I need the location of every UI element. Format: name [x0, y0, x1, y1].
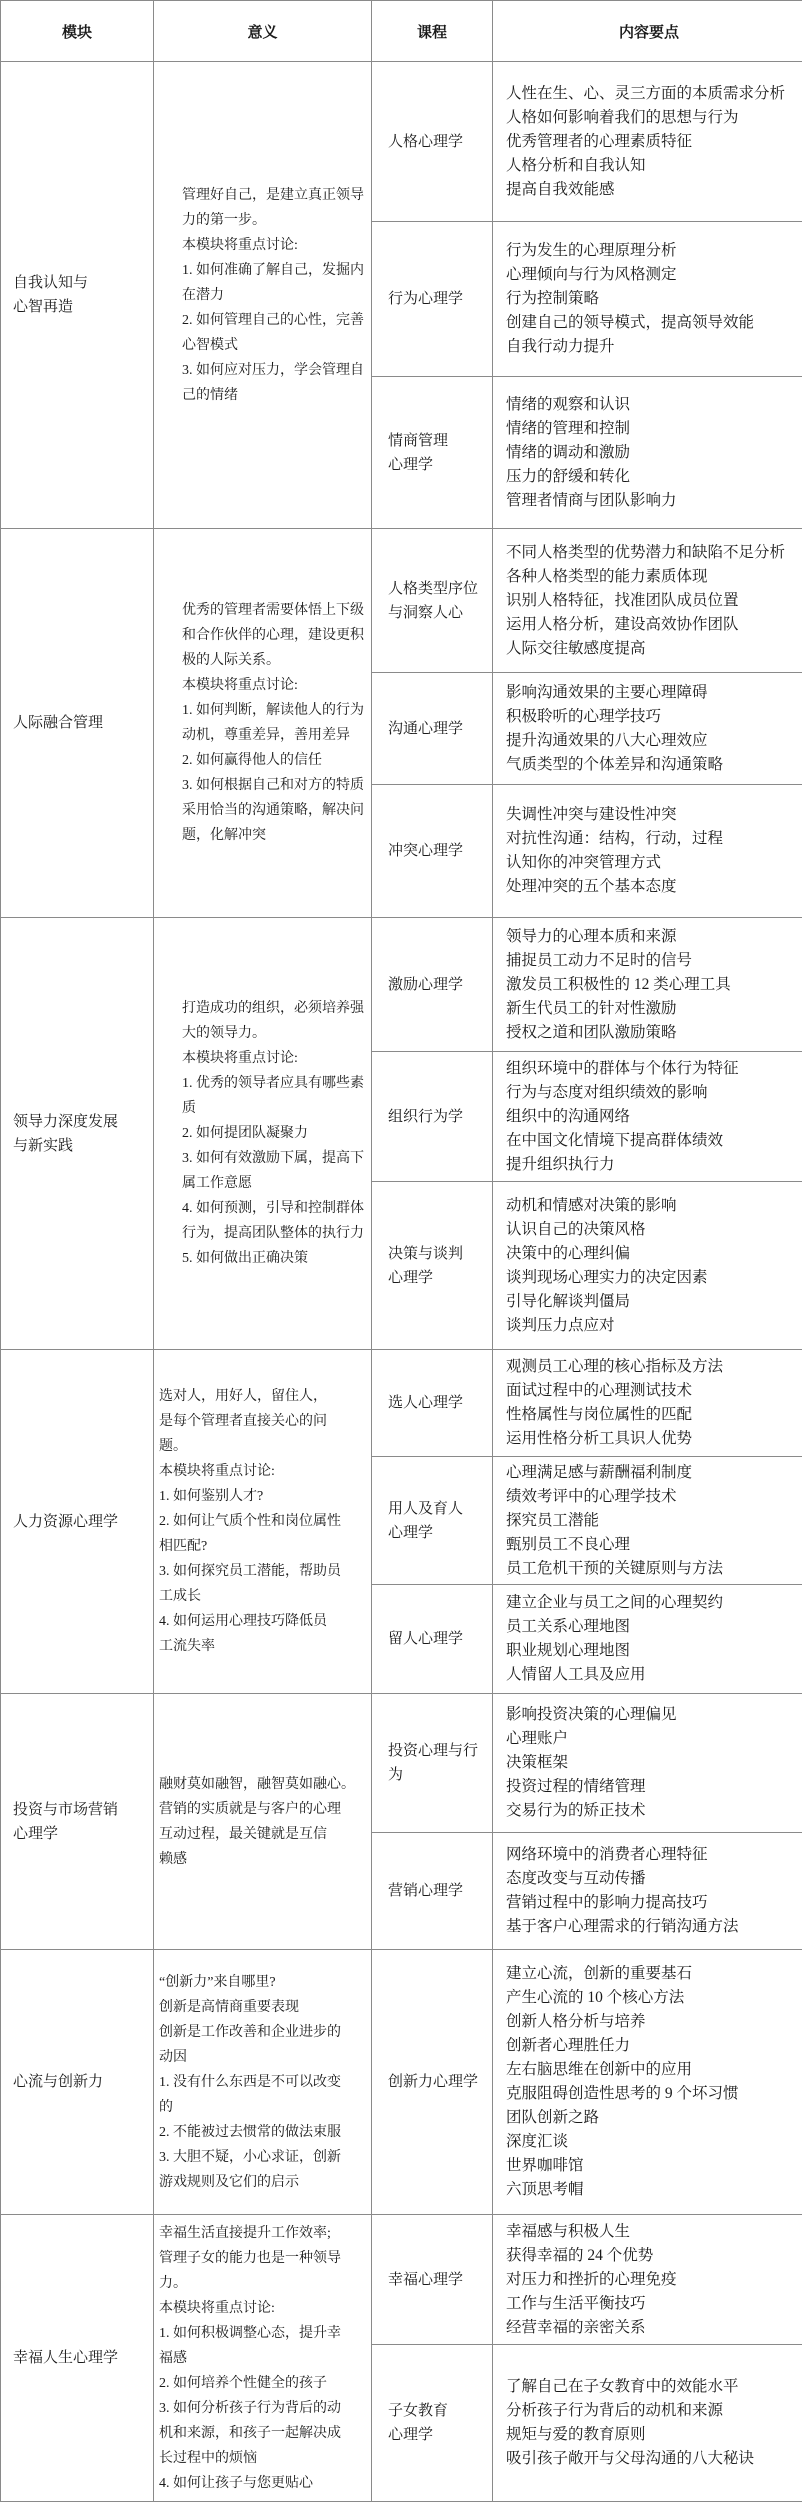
course-1-points	[493, 62, 802, 222]
list-item: 压力的舒缓和转化	[506, 467, 631, 485]
list-item: 决策中的心理纠偏	[506, 1244, 631, 1262]
list-item: 运用性格分析工具识人优势	[506, 1430, 693, 1447]
course-2-points	[493, 222, 802, 377]
module-1-name: 自我认知与 心智再造	[1, 62, 154, 529]
module-2-name: 人际融合管理	[1, 529, 154, 918]
list-item: 左右脑思维在创新中的应用	[506, 2061, 693, 2078]
list-item: 提升组织执行力	[506, 1155, 615, 1173]
header-meaning: 意义	[154, 1, 372, 62]
list-item: 自我行动力提升	[506, 338, 615, 355]
list-item: 人格分析和自我认知	[506, 156, 646, 174]
list-item: 行为发生的心理原理分析	[506, 242, 677, 259]
course-8-name: 组织行为学	[372, 1052, 493, 1182]
course-5-points	[493, 673, 802, 785]
list-item: 组织中的沟通网络	[506, 1107, 631, 1125]
list-item: 心理倾向与行为风格测定	[506, 266, 677, 283]
list-item: 投资过程的情绪管理	[506, 1778, 646, 1795]
list-item: 识别人格特征，找准团队成员位置	[506, 591, 739, 609]
list-item: 新生代员工的针对性激励	[506, 999, 677, 1017]
list-item: 获得幸福的 24 个优势	[506, 2246, 654, 2264]
module-2-meaning: 优秀的管理者需要体悟上下级 和合作伙伴的心理，建设更积 极的人际关系。 本模块将重点讨论: 1. 如何判断，解读他人的行为 动机，尊重差异，善用差异 2. 如何赢得他人的信任 3. 如何根据自己和对方的特质 采用恰当的沟通策略，解决问 题，化解冲突	[154, 529, 372, 918]
module-1-meaning: 管理好自己，是建立真正领导 力的第一步。 本模块将重点讨论: 1. 如何准确了解自己，发掘内 在潜力 2. 如何管理自己的心性，完善 心智模式 3. 如何应对压力，学会管理自 己的情绪	[154, 62, 372, 529]
list-item: 运用人格分析，建设高效协作团队	[506, 615, 739, 633]
header-course: 课程	[372, 1, 493, 62]
list-item: 影响投资决策的心理偏见	[506, 1706, 677, 1723]
list-item: 心理账户	[506, 1730, 569, 1747]
table-row	[1, 2215, 802, 2345]
course-10-points	[493, 1350, 802, 1457]
table-body	[1, 62, 802, 2502]
list-item: 提高自我效能感	[506, 180, 615, 198]
table-row	[1, 529, 802, 673]
list-item: 捕捉员工动力不足时的信号	[506, 951, 693, 969]
course-5-name: 沟通心理学	[372, 673, 493, 785]
list-item: 建立企业与员工之间的心理契约	[506, 1594, 724, 1611]
list-item: 引导化解谈判僵局	[506, 1292, 631, 1310]
course-16-points	[493, 2215, 802, 2345]
list-item: 克服阻碍创造性思考的 9 个坏习惯	[506, 2085, 739, 2102]
list-item: 世界咖啡馆	[506, 2157, 584, 2174]
list-item: 基于客户心理需求的行销沟通方法	[506, 1918, 739, 1935]
list-item: 创新人格分析与培养	[506, 2013, 646, 2030]
course-13-name: 投资心理与行 为	[372, 1694, 493, 1833]
list-item: 提升沟通效果的八大心理效应	[506, 731, 708, 749]
list-item: 创新者心理胜任力	[506, 2037, 631, 2054]
course-15-points	[493, 1950, 802, 2215]
module-3-name: 领导力深度发展 与新实践	[1, 918, 154, 1350]
list-item: 吸引孩子敞开与父母沟通的八大秘诀	[506, 2450, 755, 2467]
list-item: 甄别员工不良心理	[506, 1535, 631, 1553]
list-item: 影响沟通效果的主要心理障碍	[506, 683, 708, 701]
course-17-name: 子女教育 心理学	[372, 2345, 493, 2502]
module-4-meaning: 选对人，用好人，留住人， 是每个管理者直接关心的问 题。 本模块将重点讨论: 1. 如何鉴别人才? 2. 如何让气质个性和岗位属性 相匹配? 3. 如何探究员工潜能，帮助员 工成长 4. 如何运用心理技巧降低员 工流失率	[154, 1350, 372, 1694]
course-11-name: 用人及育人 心理学	[372, 1457, 493, 1585]
list-item: 行为控制策略	[506, 290, 600, 307]
course-15-name: 创新力心理学	[372, 1950, 493, 2215]
list-item: 了解自己在子女教育中的效能水平	[506, 2378, 739, 2395]
course-6-points	[493, 785, 802, 918]
list-item: 性格属性与岗位属性的匹配	[506, 1406, 693, 1423]
list-item: 面试过程中的心理测试技术	[506, 1382, 693, 1399]
table-row	[1, 1350, 802, 1457]
list-item: 管理者情商与团队影响力	[506, 491, 677, 509]
list-item: 幸福感与积极人生	[506, 2222, 631, 2240]
header-row	[1, 1, 802, 62]
course-17-points	[493, 2345, 802, 2502]
list-item: 员工关系心理地图	[506, 1618, 631, 1635]
course-10-name: 选人心理学	[372, 1350, 493, 1457]
list-item: 情绪的调动和激励	[506, 443, 631, 461]
list-item: 工作与生活平衡技巧	[506, 2294, 646, 2312]
list-item: 激发员工积极性的 12 类心理工具	[506, 975, 731, 993]
module-5-name: 投资与市场营销 心理学	[1, 1694, 154, 1950]
module-5-meaning: 融财莫如融智，融智莫如融心。 营销的实质就是与客户的心理 互动过程，最关键就是互信 赖感	[154, 1694, 372, 1950]
list-item: 处理冲突的五个基本态度	[506, 878, 677, 895]
list-item: 在中国文化情境下提高群体绩效	[506, 1131, 724, 1149]
list-item: 心理满足感与薪酬福利制度	[506, 1463, 693, 1481]
list-item: 谈判压力点应对	[506, 1316, 615, 1334]
module-3-meaning: 打造成功的组织，必须培养强 大的领导力。 本模块将重点讨论: 1. 优秀的领导者应具有哪些素 质 2. 如何提团队凝聚力 3. 如何有效激励下属，提高下 属工作意愿 4. 如何预测，引导和控制群体 行为，提高团队整体的执行力 5. 如何做出正确决策	[154, 918, 372, 1350]
list-item: 产生心流的 10 个核心方法	[506, 1989, 685, 2006]
list-item: 动机和情感对决策的影响	[506, 1196, 677, 1214]
module-6-meaning: “创新力”来自哪里? 创新是高情商重要表现 创新是工作改善和企业进步的 动因 1. 没有什么东西是不可以改变 的 2. 不能被过去惯常的做法束服 3. 大胆不疑，小心求证，创新 游戏规则及它们的启示	[154, 1950, 372, 2215]
list-item: 网络环境中的消费者心理特征	[506, 1846, 708, 1863]
list-item: 积极聆听的心理学技巧	[506, 707, 662, 725]
table-row	[1, 62, 802, 222]
list-item: 规矩与爱的教育原则	[506, 2426, 646, 2443]
list-item: 分析孩子行为背后的动机和来源	[506, 2402, 724, 2419]
list-item: 决策框架	[506, 1754, 569, 1771]
list-item: 行为与态度对组织绩效的影响	[506, 1083, 708, 1101]
course-1-name: 人格心理学	[372, 62, 493, 222]
table-row	[1, 918, 802, 1052]
list-item: 谈判现场心理实力的决定因素	[506, 1268, 708, 1286]
list-item: 经营幸福的亲密关系	[506, 2318, 646, 2336]
table-header	[1, 1, 802, 62]
course-12-points	[493, 1585, 802, 1694]
list-item: 创建自己的领导模式，提高领导效能	[506, 314, 755, 331]
list-item: 人性在生、心、灵三方面的本质需求分析	[506, 84, 786, 102]
list-item: 六顶思考帽	[506, 2181, 584, 2198]
module-6-name: 心流与创新力	[1, 1950, 154, 2215]
list-item: 各种人格类型的能力素质体现	[506, 567, 708, 585]
module-7-name: 幸福人生心理学	[1, 2215, 154, 2502]
module-7-meaning: 幸福生活直接提升工作效率; 管理子女的能力也是一种领导 力。 本模块将重点讨论: 1. 如何积极调整心态，提升幸 福感 2. 如何培养个性健全的孩子 3. 如何分析孩子行为背后的动 机和来源，和孩子一起解决成 长过程中的烦恼 4. 如何让孩子与您更贴心	[154, 2215, 372, 2502]
list-item: 组织环境中的群体与个体行为特征	[506, 1059, 739, 1077]
table-row	[1, 1694, 802, 1833]
course-2-name: 行为心理学	[372, 222, 493, 377]
course-7-name: 激励心理学	[372, 918, 493, 1052]
list-item: 领导力的心理本质和来源	[506, 927, 677, 945]
list-item: 情绪的观察和认识	[506, 395, 631, 413]
list-item: 人格如何影响着我们的思想与行为	[506, 108, 739, 126]
header-points: 内容要点	[493, 1, 802, 62]
list-item: 团队创新之路	[506, 2109, 600, 2126]
course-13-points	[493, 1694, 802, 1833]
list-item: 探究员工潜能	[506, 1511, 600, 1529]
list-item: 认识自己的决策风格	[506, 1220, 646, 1238]
course-4-points	[493, 529, 802, 673]
list-item: 对抗性沟通：结构，行动，过程	[506, 830, 724, 847]
list-item: 认知你的冲突管理方式	[506, 854, 662, 871]
module-4-name: 人力资源心理学	[1, 1350, 154, 1694]
course-14-name: 营销心理学	[372, 1833, 493, 1950]
list-item: 建立心流，创新的重要基石	[506, 1965, 693, 1982]
list-item: 情绪的管理和控制	[506, 419, 631, 437]
list-item: 优秀管理者的心理素质特征	[506, 132, 693, 150]
course-9-name: 决策与谈判 心理学	[372, 1182, 493, 1350]
course-14-points	[493, 1833, 802, 1950]
list-item: 失调性冲突与建设性冲突	[506, 806, 677, 823]
list-item: 授权之道和团队激励策略	[506, 1023, 677, 1041]
list-item: 对压力和挫折的心理免疫	[506, 2270, 677, 2288]
course-9-points	[493, 1182, 802, 1350]
course-3-points	[493, 377, 802, 529]
list-item: 绩效考评中的心理学技术	[506, 1487, 677, 1505]
table-row	[1, 1950, 802, 2215]
course-12-name: 留人心理学	[372, 1585, 493, 1694]
list-item: 交易行为的矫正技术	[506, 1802, 646, 1819]
list-item: 气质类型的个体差异和沟通策略	[506, 755, 724, 773]
course-3-name: 情商管理 心理学	[372, 377, 493, 529]
course-8-points	[493, 1052, 802, 1182]
list-item: 营销过程中的影响力提高技巧	[506, 1894, 708, 1911]
list-item: 深度汇谈	[506, 2133, 569, 2150]
list-item: 人际交往敏感度提高	[506, 639, 646, 657]
list-item: 员工危机干预的关键原则与方法	[506, 1559, 724, 1577]
course-16-name: 幸福心理学	[372, 2215, 493, 2345]
list-item: 职业规划心理地图	[506, 1642, 631, 1659]
list-item: 观测员工心理的核心指标及方法	[506, 1358, 724, 1375]
list-item: 人情留人工具及应用	[506, 1666, 646, 1683]
list-item: 态度改变与互动传播	[506, 1870, 646, 1887]
course-6-name: 冲突心理学	[372, 785, 493, 918]
course-11-points	[493, 1457, 802, 1585]
course-4-name: 人格类型序位 与洞察人心	[372, 529, 493, 673]
course-7-points	[493, 918, 802, 1052]
header-module: 模块	[1, 1, 154, 62]
list-item: 不同人格类型的优势潜力和缺陷不足分析	[506, 543, 786, 561]
